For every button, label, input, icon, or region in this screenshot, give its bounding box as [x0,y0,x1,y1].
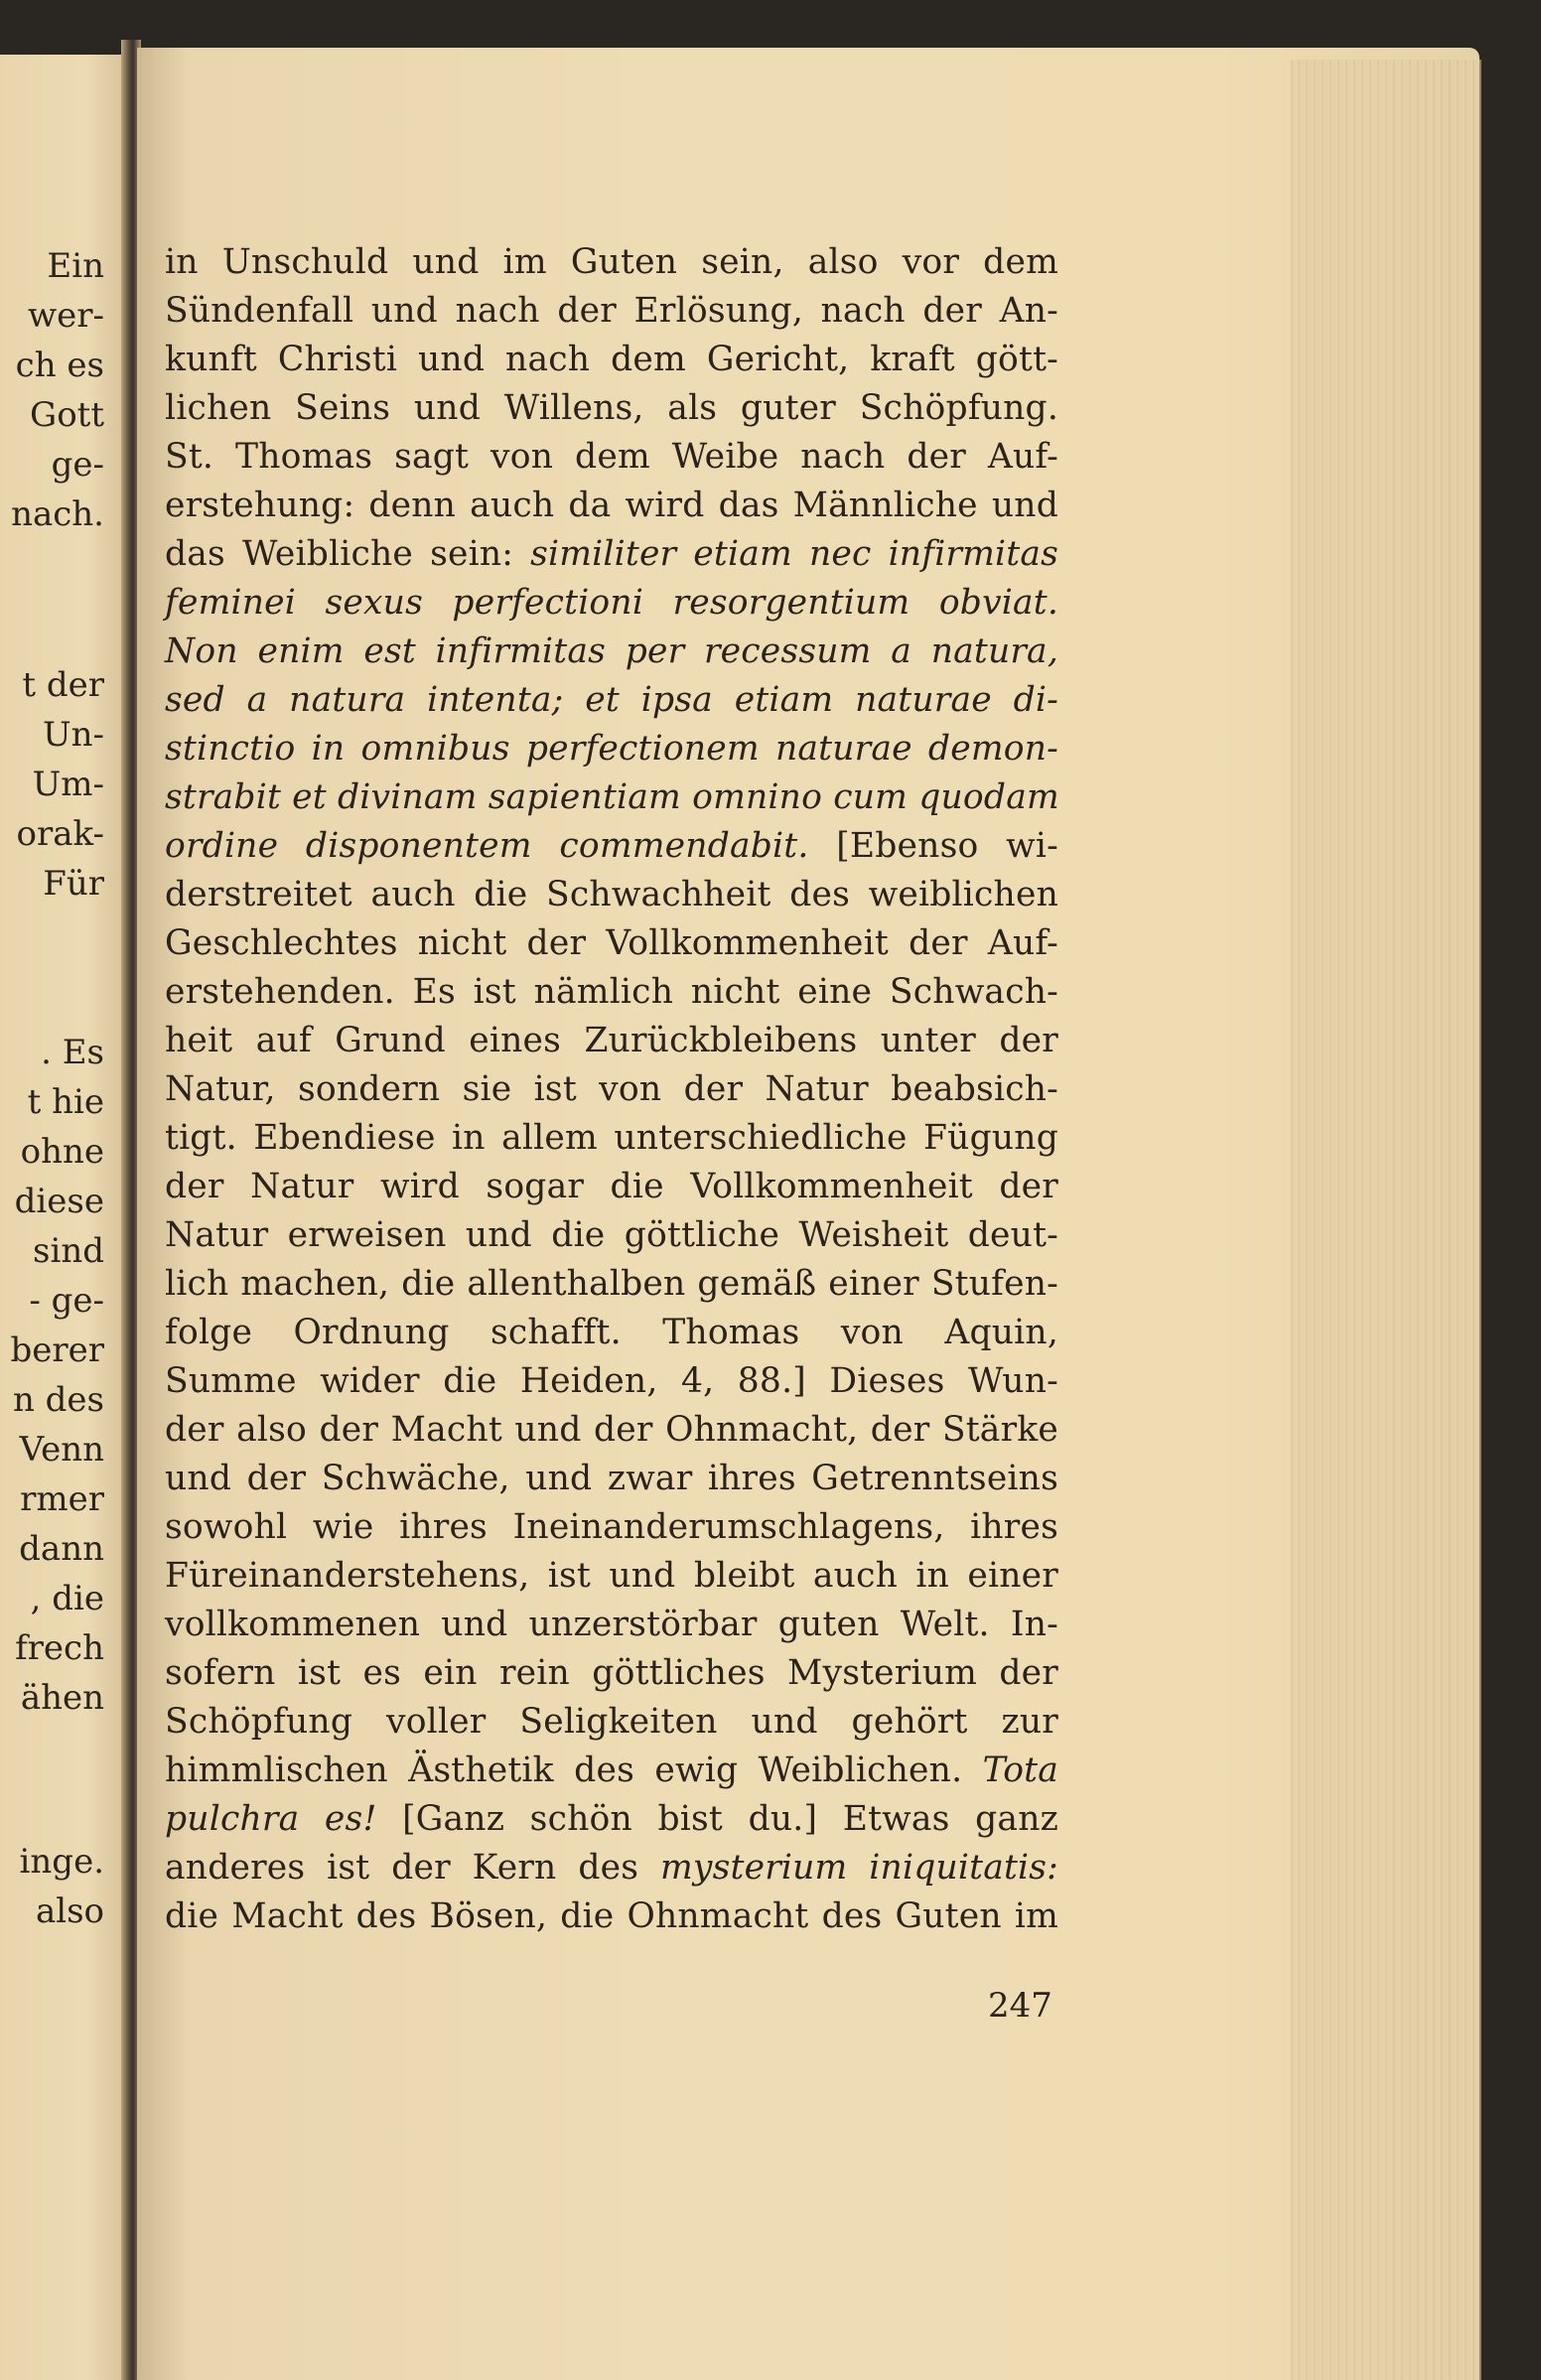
text-line [165,1114,1058,1163]
left-page-fragment: frech [15,1628,104,1668]
latin-quote: Non enim est infirmitas per recessum a natura, [165,631,1058,671]
text-run: Natur, sondern sie ist von der Natur beabsich- [165,1069,1058,1109]
page-edges [1291,60,1481,2380]
text-run: erstehung: denn auch da wird das Männliche und [165,486,1058,525]
text-run: der also der Macht und der Ohnmacht, der Stärke [165,1410,1058,1450]
left-page-fragment: t hie [27,1082,104,1122]
text-line [165,1406,1058,1455]
left-page-fragment: sind [33,1231,104,1271]
text-run: sofern ist es ein rein göttliches Mysterium der [165,1653,1058,1693]
text-line [165,1211,1058,1260]
text-line [165,1747,1058,1795]
text-run: heit auf Grund eines Zurückbleibens unter der [165,1021,1058,1060]
text-line [165,384,1058,433]
left-page-fragment: also [35,1891,104,1931]
latin-quote: sed a natura intenta; et ipsa etiam naturae di- [165,680,1058,720]
left-page-fragment: rmer [20,1479,104,1519]
left-page-fragment: nach. [11,494,104,534]
left-page-fragment: ge- [51,445,104,485]
text-run: das Weibliche sein: [165,534,531,574]
text-run: derstreitet auch die Schwachheit des weiblichen [165,875,1058,914]
left-page-fragment: Für [43,864,104,904]
text-run: die Macht des Bösen, die Ohnmacht des Guten im [165,1896,1058,1936]
left-page-fragment: t der [22,665,104,705]
latin-quote: strabit et divinam sapientiam omnino cum quodam [165,777,1059,817]
text-line [165,1065,1058,1114]
latin-quote: similiter etiam nec infirmitas [530,534,1058,574]
latin-quote: ordine disponentem commendabit. [165,826,809,866]
text-run: [Ebenso wi- [808,826,1058,866]
text-line [165,1260,1058,1309]
text-line [165,628,1058,676]
text-line [165,1649,1058,1698]
text-run: Natur erweisen und die göttliche Weisheit deut- [165,1215,1058,1255]
text-line [165,773,1058,822]
text-run: Sündenfall und nach der Erlösung, nach der An- [165,291,1058,331]
left-page-fragment: Un- [42,715,104,755]
text-run: Geschlechtes nicht der Vollkommenheit der Auf- [165,923,1058,963]
text-line [165,482,1058,530]
body-text [165,238,1058,1941]
left-page-fragment: Venn [19,1430,104,1470]
left-page-fragment: dann [19,1529,104,1569]
text-run: in Unschuld und im Guten sein, also vor dem [165,242,1058,282]
text-line [165,433,1058,482]
left-page-fragment: wer- [28,296,104,336]
text-line [165,676,1058,725]
latin-quote: feminei sexus perfectioni resorgentium obviat. [165,583,1058,623]
text-line [165,1455,1058,1503]
text-line [165,1795,1058,1844]
text-line [165,1892,1058,1941]
left-page-fragment: orak- [16,814,104,854]
text-line [165,1017,1058,1065]
left-page-fragment: ähen [20,1678,104,1718]
latin-quote: mysterium iniquitatis: [660,1848,1058,1888]
text-run: anderes ist der Kern des [165,1848,660,1888]
text-run: lichen Seins und Willens, als guter Schöpfung. [165,388,1058,428]
text-line [165,871,1058,919]
left-page-fragment: Ein [47,246,104,286]
text-line [165,1698,1058,1747]
text-line [165,238,1058,287]
text-run: himmlischen Ästhetik des ewig Weiblichen. [165,1750,983,1790]
text-run: St. Thomas sagt von dem Weibe nach der Auf- [165,437,1058,477]
text-line [165,968,1058,1017]
text-line [165,287,1058,336]
text-run: der Natur wird sogar die Vollkommenheit der [165,1167,1058,1206]
left-page-fragment: diese [14,1182,104,1221]
text-line [165,1357,1058,1406]
text-run: und der Schwäche, und zwar ihres Getrenntseins [165,1459,1058,1498]
left-page [0,55,124,2380]
text-run: Summe wider die Heiden, 4, 88.] Dieses Wun- [165,1361,1058,1401]
text-run: [Ganz schön bist du.] Etwas ganz [376,1799,1058,1839]
text-line [165,1552,1058,1601]
latin-quote: stinctio in omnibus perfectionem naturae demon- [165,729,1058,769]
left-page-fragment: ohne [20,1132,104,1172]
text-run: sowohl wie ihres Ineinanderumschlagens, ihres [165,1507,1058,1547]
left-page-fragment: Gott [30,395,104,435]
text-run: folge Ordnung schafft. Thomas von Aquin, [165,1313,1058,1352]
left-page-fragment: - ge- [29,1281,104,1321]
text-line [165,1309,1058,1357]
left-page-fragment: Um- [32,765,104,804]
latin-quote: Tota [982,1750,1058,1790]
left-page-fragment: . Es [41,1033,104,1072]
text-run: lich machen, die allenthalben gemäß einer Stufen- [165,1264,1058,1304]
text-line [165,1601,1058,1649]
text-line [165,336,1058,384]
text-run: Füreinanderstehens, ist und bleibt auch in einer [165,1556,1058,1596]
text-run: erstehenden. Es ist nämlich nicht eine Schwach- [165,972,1058,1012]
text-run: kunft Christi und nach dem Gericht, kraft gött- [165,340,1058,379]
text-run: Schöpfung voller Seligkeiten und gehört zur [165,1702,1058,1742]
text-line [165,1503,1058,1552]
text-line [165,579,1058,628]
left-page-fragment: , die [30,1579,104,1618]
left-page-fragment: berer [10,1330,104,1370]
left-page-fragment: ch es [15,346,104,385]
latin-quote: pulchra es! [165,1799,377,1839]
text-line [165,530,1058,579]
text-line [165,1163,1058,1211]
text-run: tigt. Ebendiese in allem unterschiedliche Fügung [165,1118,1058,1158]
text-run: vollkommenen und unzerstörbar guten Welt. In- [165,1605,1058,1644]
text-line [165,919,1058,968]
page-number: 247 [988,1986,1052,2026]
left-page-text [0,55,124,2380]
text-line [165,822,1058,871]
left-page-fragment: n des [12,1380,104,1420]
text-line [165,1844,1058,1892]
text-line [165,725,1058,773]
left-page-fragment: inge. [19,1842,104,1882]
